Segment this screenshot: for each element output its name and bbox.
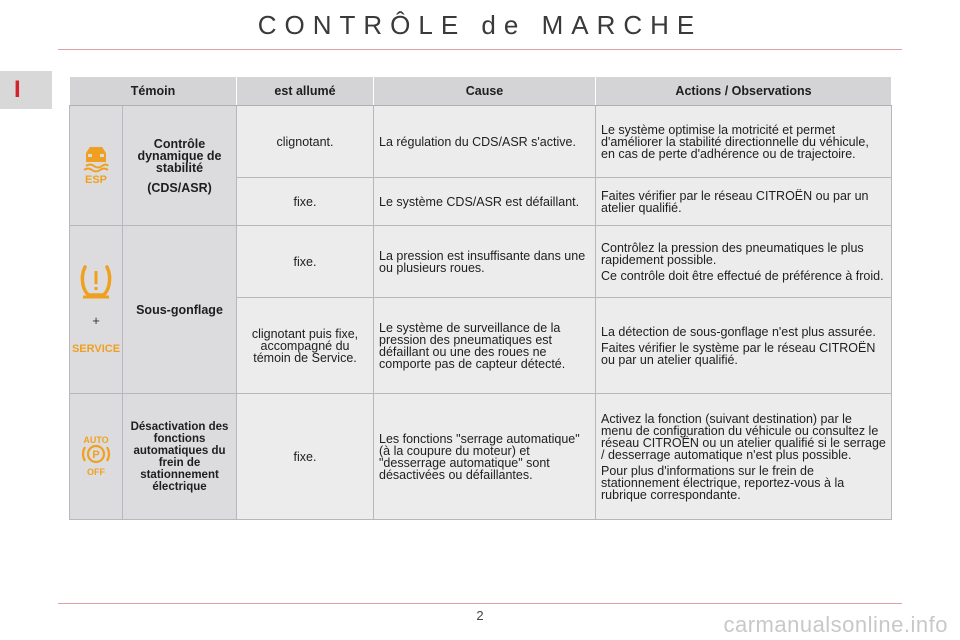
tyre-icon-cell xyxy=(70,226,123,394)
cause-cell: Les fonctions "serrage automatique" (à la coupure du moteur) et "desserrage automatique" sont désactivées ou défaillantes. xyxy=(374,394,596,520)
parking-brake-name-cell xyxy=(123,394,237,520)
auto-parking-brake-off-icon xyxy=(79,433,113,479)
state-cell: clignotant puis fixe, accompagné du témoin de Service. xyxy=(237,298,374,394)
off-icon-text: OFF xyxy=(87,466,105,477)
esp-name: Contrôle dynamique de stabilité xyxy=(137,136,222,175)
esp-icon-cell xyxy=(70,106,123,226)
state-cell: clignotant. xyxy=(237,106,374,178)
parking-brake-name: Désactivation des fonctions automatiques du frein de stationnement électrique xyxy=(130,420,229,493)
table-row xyxy=(70,394,892,520)
esp-icon-text: ESP xyxy=(84,173,108,186)
action-text: Le système optimise la motricité et permet d'améliorer la stabilité directionnelle du véhicule, en cas de perte d'adhérence ou de trajectoire. xyxy=(601,122,869,161)
plus-sign: + xyxy=(92,312,100,328)
page-number: 2 xyxy=(476,608,484,623)
state-cell: fixe. xyxy=(237,226,374,298)
action-cell xyxy=(596,394,892,520)
table-header-row xyxy=(70,77,892,106)
tyre-name: Sous-gonflage xyxy=(136,302,223,317)
table-row xyxy=(70,106,892,178)
esp-name-cell xyxy=(123,106,237,226)
section-tab-label: I xyxy=(14,76,21,103)
service-icon xyxy=(71,341,121,355)
tyre-pressure-icon xyxy=(79,263,113,299)
header-est-allume: est allumé xyxy=(237,77,374,106)
action-text: Pour plus d'informations sur le frein de stationnement électrique, reportez-vous à la rubrique correspondante. xyxy=(601,463,845,502)
action-cell xyxy=(596,226,892,298)
action-text: Contrôlez la pression des pneumatiques le plus rapidement possible. xyxy=(601,240,864,267)
state-cell: fixe. xyxy=(237,178,374,226)
header-actions: Actions / Observations xyxy=(596,77,892,106)
cause-cell: Le système CDS/ASR est défaillant. xyxy=(374,178,596,226)
esp-warning-icon xyxy=(81,145,111,185)
footer-divider xyxy=(58,603,902,604)
cause-cell: La pression est insuffisante dans une ou plusieurs roues. xyxy=(374,226,596,298)
p-icon-text: P xyxy=(92,448,100,461)
action-text: Faites vérifier le système par le réseau CITROËN ou par un atelier qualifié. xyxy=(601,340,876,367)
action-cell xyxy=(596,106,892,178)
table-row xyxy=(70,226,892,298)
title-divider xyxy=(58,49,902,50)
action-text: Activez la fonction (suivant destination) par le menu de configuration du véhicule ou consultez le réseau CITROËN ou un atelier qualifié si le serrage / desserrage automatique n'est plus possible. xyxy=(601,411,886,462)
watermark[interactable]: carmanualsonline.info xyxy=(723,612,948,637)
service-icon-text: SERVICE xyxy=(71,342,121,355)
esp-name-extra: (CDS/ASR) xyxy=(147,180,212,195)
action-text: Ce contrôle doit être effectué de préférence à froid. xyxy=(601,268,884,283)
action-text: Faites vérifier par le réseau CITROËN ou par un atelier qualifié. xyxy=(601,188,869,215)
auto-icon-text: AUTO xyxy=(83,434,109,445)
header-temoin: Témoin xyxy=(70,77,237,106)
cause-cell: Le système de surveillance de la pression des pneumatiques est défaillant ou une des roues ne comporte pas de capteur détecté. xyxy=(374,298,596,394)
action-cell xyxy=(596,178,892,226)
page-title: CONTRÔLE de MARCHE xyxy=(257,10,703,40)
section-tab[interactable] xyxy=(0,71,52,109)
parking-brake-icon-cell xyxy=(70,394,123,520)
cause-cell: La régulation du CDS/ASR s'active. xyxy=(374,106,596,178)
state-cell: fixe. xyxy=(237,394,374,520)
header-cause: Cause xyxy=(374,77,596,106)
action-cell xyxy=(596,298,892,394)
action-text: La détection de sous-gonflage n'est plus assurée. xyxy=(601,324,876,339)
warning-lights-table xyxy=(69,76,892,520)
tyre-name-cell xyxy=(123,226,237,394)
